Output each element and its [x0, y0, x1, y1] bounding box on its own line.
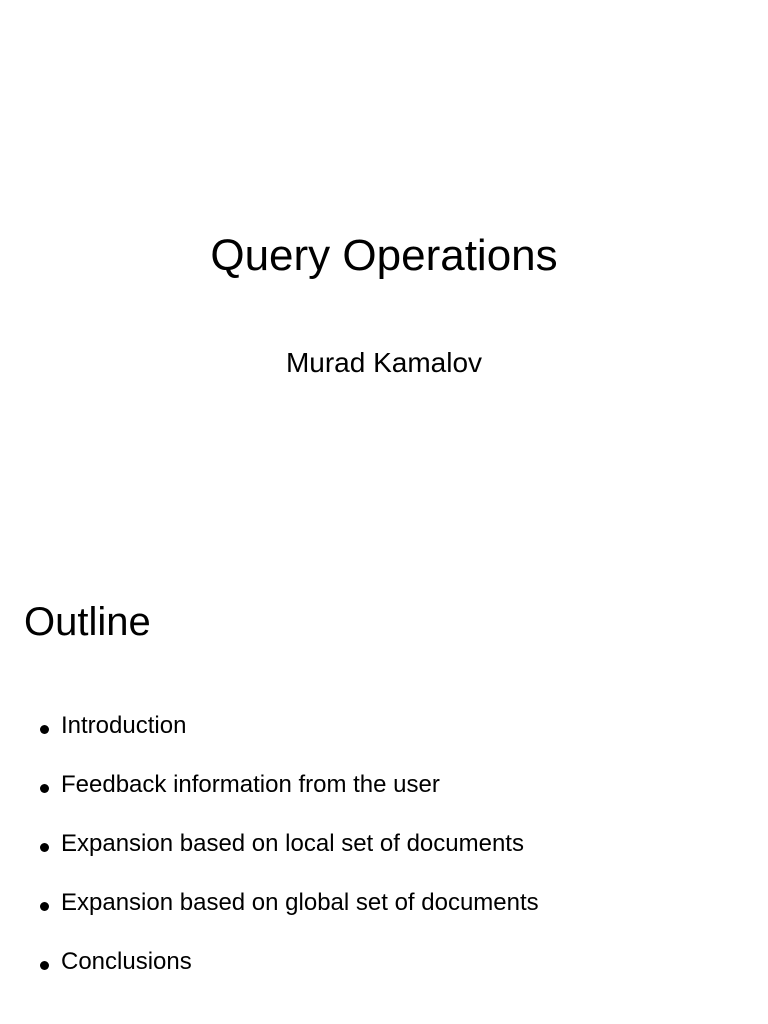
- list-item: [40, 828, 539, 887]
- list-item: [40, 710, 539, 769]
- list-item-text: Feedback information from the user: [61, 771, 440, 798]
- presentation-title: Query Operations: [210, 231, 558, 280]
- list-item-text: Introduction: [61, 712, 187, 739]
- list-item: [40, 887, 539, 946]
- list-item: [40, 769, 539, 828]
- bullet-icon: [40, 961, 49, 970]
- outline-heading: Outline: [24, 600, 151, 644]
- author-name: Murad Kamalov: [285, 347, 483, 378]
- list-item-text: Conclusions: [61, 948, 192, 975]
- list-item-text: Expansion based on global set of documents: [61, 889, 539, 916]
- list-item: [40, 946, 539, 1005]
- bullet-icon: [40, 902, 49, 911]
- bullet-icon: [40, 843, 49, 852]
- outline-list: [40, 710, 539, 1005]
- list-item-text: Expansion based on local set of documents: [61, 830, 524, 857]
- bullet-icon: [40, 725, 49, 734]
- outline-slide: [0, 560, 768, 1024]
- bullet-icon: [40, 784, 49, 793]
